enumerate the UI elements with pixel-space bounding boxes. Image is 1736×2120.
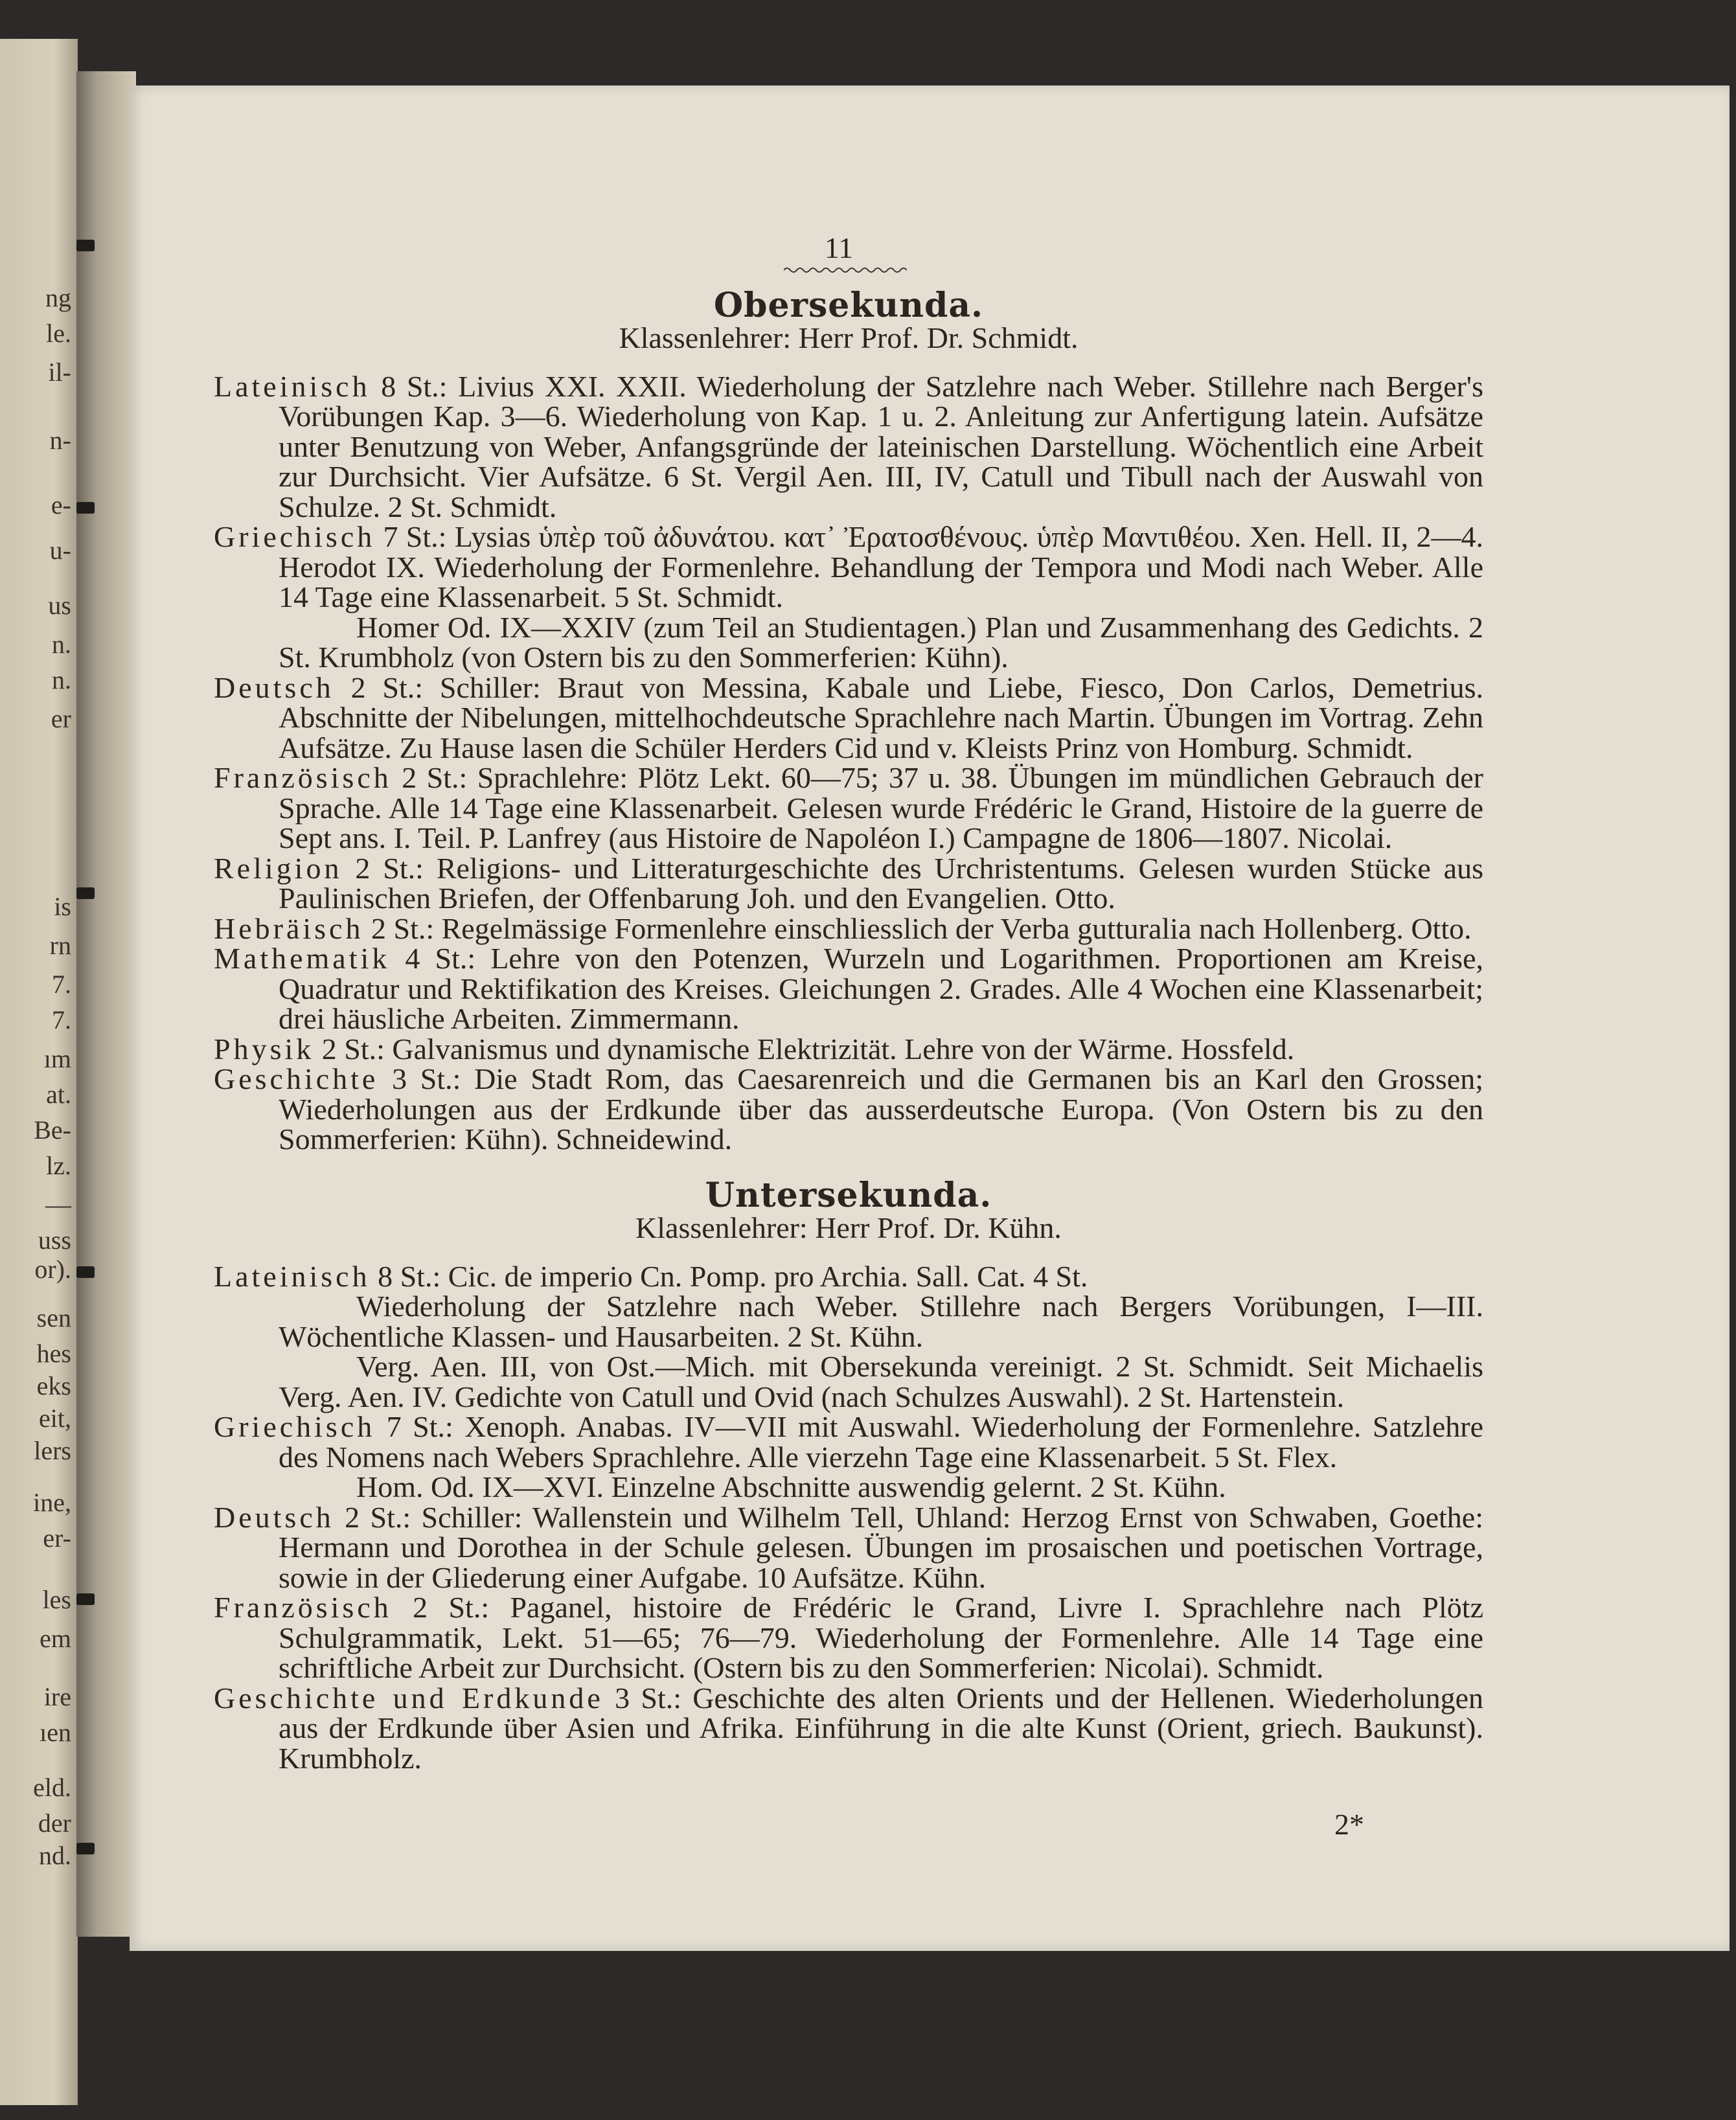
left-page-fragment: les [42,1585,71,1614]
subject-entry [214,522,1483,613]
left-page-fragment: u- [49,536,71,565]
left-page-fragment: nd. [39,1841,71,1870]
subject-text: 2 St.: Paganel, histoire de Frédéric le Grand, Livre I. Sprachlehre nach Plötz Schulgrammatik, Lekt. 51—65; 76—79. Wiederholung der Formenlehre. Alle 14 Tage eine schriftliche Arbeit zur Durchsicht. (Ostern bis zu den Sommerferien: Nicolai). Schmidt. [279,1591,1483,1684]
left-page-fragment: us [48,591,71,620]
binding-mark [76,1593,95,1605]
subject-name: Geschichte und Erdkunde [214,1681,604,1715]
left-page-fragment: 7. [52,1005,71,1034]
subject-entry [214,911,1483,945]
left-page-fragment: er- [43,1523,71,1553]
left-page-fragment: n. [52,665,71,694]
left-page-fragment: ine, [33,1488,71,1517]
subject-entry [214,1683,1483,1774]
left-page-fragment: hes [36,1339,71,1368]
page-gutter [76,71,136,1937]
left-page-fragment: at. [46,1080,71,1109]
binding-mark [76,502,95,514]
left-page-fragment: is [54,892,71,921]
subject-text: 2 St.: Regelmässige Formenlehre einschliesslich der Verba gutturalia nach Hollenberg. Otto. [363,911,1472,945]
subject-text: 8 St.: Cic. de imperio Cn. Pomp. pro Archia. Sall. Cat. 4 St. [370,1259,1088,1293]
left-page-fragment: or). [34,1255,71,1284]
binding-mark [76,240,95,251]
subject-name: Geschichte [214,1062,379,1095]
subject-name: Physik [214,1032,315,1066]
left-page-fragment: lers [34,1436,71,1465]
left-page-fragment: n- [49,426,71,455]
subject-name: Deutsch [214,1500,334,1534]
subject-name: Französisch [214,761,392,794]
left-page-fragment: eld. [33,1773,71,1802]
subject-name: Religion [214,851,343,885]
printer-signature: 2* [1334,1808,1364,1841]
left-page-fragment: e- [51,490,71,519]
subject-text: 7 St.: Xenoph. Anabas. IV—VII mit Auswahl. Wiederholung der Formenlehre. Satzlehre des Nomens nach Webers Sprachlehre. Alle vierzehn Tage eine Klassenarbeit. 5 St. Flex. [279,1410,1483,1474]
subject-text: 7 St.: Lysias ὑπὲρ τοῦ ἀδυνάτου. κατ᾽ Ἐρατοσθένους. ὑπὲρ Μαντιθέου. Xen. Hell. II, 2—4. Herodot IX. Wiederholung der Formenlehre. Behandlung der Tempora und Modi nach Weber. Alle 14 Tage eine Klassenarbeit. 5 St. Schmidt. [279,520,1483,613]
subject-name: Griechisch [214,520,376,553]
subject-text: 2 St.: Schiller: Braut von Messina, Kabale und Liebe, Fiesco, Don Carlos, Demetrius. Abschnitte der Nibelungen, mittelhochdeutsche Sprachlehre nach Martin. Übungen im Vortrag. Zehn Aufsätze. Zu Hause lasen die Schüler Herders Cid und v. Kleists Prinz von Homburg. Schmidt. [279,670,1483,764]
subject-entry [214,369,1483,523]
subject-text: 3 St.: Die Stadt Rom, das Caesarenreich und die Germanen bis an Karl den Grossen; Wiederholungen aus der Erdkunde über das ausserdeutsche Europa. (Von Ostern bis zu den Sommerferien: Kühn). Schneidewind. [279,1062,1483,1156]
subject-name: Deutsch [214,670,334,704]
left-page-fragment: ıen [40,1718,71,1747]
subject-entry [214,1500,1483,1594]
class-teacher-untersekunda: Klassenlehrer: Herr Prof. Dr. Kühn. [635,1211,1062,1244]
left-page-fragment: uss [38,1225,71,1255]
page-content [214,233,1483,1773]
binding-mark [76,887,95,899]
subject-name: Mathematik [214,942,391,975]
left-page-edge [0,39,78,2105]
subject-text: 2 St.: Sprachlehre: Plötz Lekt. 60—75; 37 u. 38. Übungen im mündlichen Gebrauch der Sprache. Alle 14 Tage eine Klassenarbeit. Gelesen wurde Frédéric le Grand, Histoire de la guerre de Sept ans. I. Teil. P. Lanfrey (aus Histoire de Napoléon I.) Campagne de 1806—1807. Nicolai. [279,761,1483,854]
section-title-obersekunda: Obersekunda. [713,285,984,325]
left-page-fragment: Be- [34,1115,71,1145]
subject-text: 3 St.: Geschichte des alten Orients und der Hellenen. Wiederholungen aus der Erdkunde über Asien und Afrika. Einführung in die alte Kunst (Orient, griech. Baukunst). Krumbholz. [279,1681,1484,1775]
subject-name: Griechisch [214,1410,376,1443]
left-page-fragment: — [45,1190,71,1219]
subject-text: 2 St.: Schiller: Wallenstein und Wilhelm Tell, Uhland: Herzog Ernst von Schwaben, Goethe: Hermann und Dorothea in der Schule gelesen. Übungen im prosaischen und poetischen Vortrage, sowie in der Gliederung einer Aufgabe. 10 Aufsätze. Kühn. [279,1500,1483,1594]
subject-entry [214,1034,1483,1065]
subject-name: Hebräisch [214,911,364,945]
subject-text: 2 St.: Galvanismus und dynamische Elektrizität. Lehre von der Wärme. Hossfeld. [314,1032,1295,1066]
left-page-fragment: le. [46,319,71,348]
left-page-fragment: sen [36,1303,71,1332]
left-page-fragment: eks [36,1371,71,1400]
subject-sub-entry: Homer Od. IX—XXIV (zum Teil an Studientagen.) Plan und Zusammenhang des Gedichts. 2 St. Krumbholz (von Ostern bis zu den Sommerferien: Kühn). [279,610,1483,674]
page-number: 11 [824,231,854,264]
subject-entry [214,944,1483,1034]
subject-text: 2 St.: Religions- und Litteraturgeschichte des Urchristentums. Gelesen wurden Stücke aus Paulinischen Briefen, der Offenbarung Joh. und den Evangelien. Otto. [279,851,1483,915]
left-page-fragment: ım [43,1044,71,1073]
left-page-fragment: em [40,1624,71,1653]
left-page-fragment: n. [52,630,71,659]
subject-text: 4 St.: Lehre von den Potenzen, Wurzeln und Logarithmen. Proportionen am Kreise, Quadratur und Rektifikation des Kreises. Gleichungen 2. Grades. Alle 4 Wochen eine Klassenarbeit; drei häusliche Arbeiten. Zimmermann. [279,942,1483,1035]
class-teacher-obersekunda: Klassenlehrer: Herr Prof. Dr. Schmidt. [619,321,1079,354]
subject-sub-entry: Verg. Aen. III, von Ost.—Mich. mit Obersekunda vereinigt. 2 St. Schmidt. Seit Michaelis Verg. Aen. IV. Gedichte von Catull und Ovid (nach Schulzes Auswahl). 2 St. Hartenstein. [279,1350,1483,1413]
binding-mark [76,1266,95,1278]
subject-entry [214,763,1483,854]
subject-entry [214,1412,1483,1472]
binding-mark [76,1843,95,1854]
left-page-fragment: ng [45,283,71,312]
subject-entry [214,670,1483,764]
left-page-fragment: eit, [39,1404,71,1433]
subject-entry [214,1593,1483,1683]
left-page-fragment: ire [43,1682,71,1711]
subject-entry [214,1064,1483,1155]
left-page-fragment: der [38,1808,71,1838]
subject-entry [214,1259,1483,1293]
left-page-fragment: rn [49,931,71,960]
subject-entry [214,851,1483,915]
subject-sub-entry: Hom. Od. IX—XVI. Einzelne Abschnitte auswendig gelernt. 2 St. Kühn. [356,1470,1226,1503]
left-page-fragment: 7. [52,970,71,999]
ornament-squiggle [784,266,907,274]
subject-text: 8 St.: Livius XXI. XXII. Wiederholung der Satzlehre nach Weber. Stillehre nach Berger's Vorübungen Kap. 3—6. Wiederholung von Kap. 1 u. 2. Anleitung zur Anfertigung latein. Aufsätze unter Benutzung von Weber, Anfangsgründe der lateinischen Darstellung. Wöchentlich eine Arbeit zur Durchsicht. Vier Aufsätze. 6 St. Vergil Aen. III, IV, Catull und Tibull nach der Auswahl von Schulze. 2 St. Schmidt. [279,369,1483,523]
left-page-fragment: lz. [46,1151,71,1180]
subject-sub-entry: Wiederholung der Satzlehre nach Weber. Stillehre nach Bergers Vorübungen, I—III. Wöchentliche Klassen- und Hausarbeiten. 2 St. Kühn. [279,1290,1483,1353]
left-page-fragment: il- [48,358,71,387]
subject-name: Französisch [214,1591,392,1624]
subject-name: Lateinisch [214,369,371,403]
left-page-fragment: er [51,704,71,733]
section-title-untersekunda: Untersekunda. [705,1175,992,1215]
subject-name: Lateinisch [214,1259,371,1293]
